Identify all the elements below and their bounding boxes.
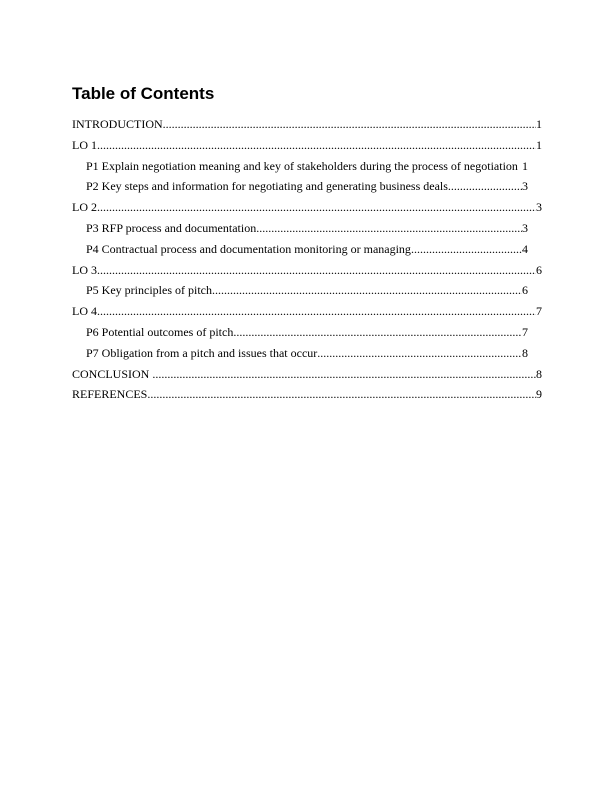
- dot-leader: [147, 386, 536, 402]
- dot-leader: [411, 241, 522, 257]
- toc-entry-introduction[interactable]: [72, 116, 542, 137]
- toc-entry-page: 3: [522, 220, 528, 235]
- toc-entry-p2[interactable]: [86, 178, 528, 199]
- toc-entry-label: P2 Key steps and information for negotiating and generating business deals: [86, 179, 448, 194]
- toc-entry-label: P3 RFP process and documentation: [86, 220, 257, 235]
- toc-entry-label: P5 Key principles of pitch: [86, 283, 212, 298]
- toc-entry-label: LO 4: [72, 304, 97, 319]
- toc-entry-page: 1: [536, 117, 542, 131]
- toc-entry-label: LO 3: [72, 262, 97, 277]
- dot-leader: [212, 282, 522, 298]
- toc-entry-page: 7: [522, 324, 528, 339]
- toc-entry-p7[interactable]: [86, 345, 528, 366]
- dot-leader: [152, 366, 536, 382]
- toc-entry-page: 3: [522, 179, 528, 194]
- dot-leader: [256, 220, 522, 236]
- toc-entry-lo4[interactable]: [72, 303, 542, 324]
- toc-entry-label: P1 Explain negotiation meaning and key of stakeholders during the process of negotiation: [86, 158, 518, 173]
- toc-entry-label: CONCLUSION: [72, 366, 153, 381]
- toc-entry-lo1[interactable]: [72, 137, 542, 158]
- toc-entry-label: INTRODUCTION: [72, 117, 163, 131]
- toc-entry-page: 6: [522, 283, 528, 298]
- toc-entry-label: LO 1: [72, 137, 97, 152]
- toc-title: Table of Contents: [72, 84, 215, 103]
- dot-leader: [163, 116, 536, 132]
- toc-entry-conclusion[interactable]: [72, 366, 542, 387]
- toc-entry-label: P4 Contractual process and documentation monitoring or managing: [86, 241, 411, 256]
- toc-list: [72, 116, 542, 407]
- toc-entry-p4[interactable]: [86, 241, 528, 262]
- toc-entry-page: 7: [536, 304, 542, 319]
- toc-entry-label: REFERENCES: [72, 387, 148, 402]
- toc-entry-lo2[interactable]: [72, 199, 542, 220]
- toc-entry-page: 4: [522, 241, 528, 256]
- dot-leader: [233, 324, 522, 340]
- toc-entry-p1[interactable]: [86, 158, 528, 179]
- toc-entry-label: P6 Potential outcomes of pitch: [86, 324, 234, 339]
- toc-entry-page: 9: [536, 387, 542, 402]
- toc-entry-page: 1: [522, 158, 528, 173]
- toc-entry-page: 8: [522, 345, 528, 360]
- toc-entry-page: 6: [536, 262, 542, 277]
- toc-entry-page: 8: [536, 366, 542, 381]
- dot-leader: [97, 137, 536, 153]
- dot-leader: [97, 303, 536, 319]
- dot-leader: [97, 262, 536, 278]
- dot-leader: [317, 345, 522, 361]
- toc-entry-references[interactable]: [72, 386, 542, 407]
- toc-entry-page: 1: [536, 137, 542, 152]
- toc-entry-p5[interactable]: [86, 282, 528, 303]
- toc-entry-page: 3: [536, 200, 542, 215]
- toc-entry-lo3[interactable]: [72, 262, 542, 283]
- dot-leader: [97, 199, 536, 215]
- dot-leader: [448, 178, 522, 194]
- toc-entry-label: P7 Obligation from a pitch and issues that occur: [86, 345, 318, 360]
- toc-entry-label: LO 2: [72, 200, 97, 215]
- toc-entry-p3[interactable]: [86, 220, 528, 241]
- toc-entry-p6[interactable]: [86, 324, 528, 345]
